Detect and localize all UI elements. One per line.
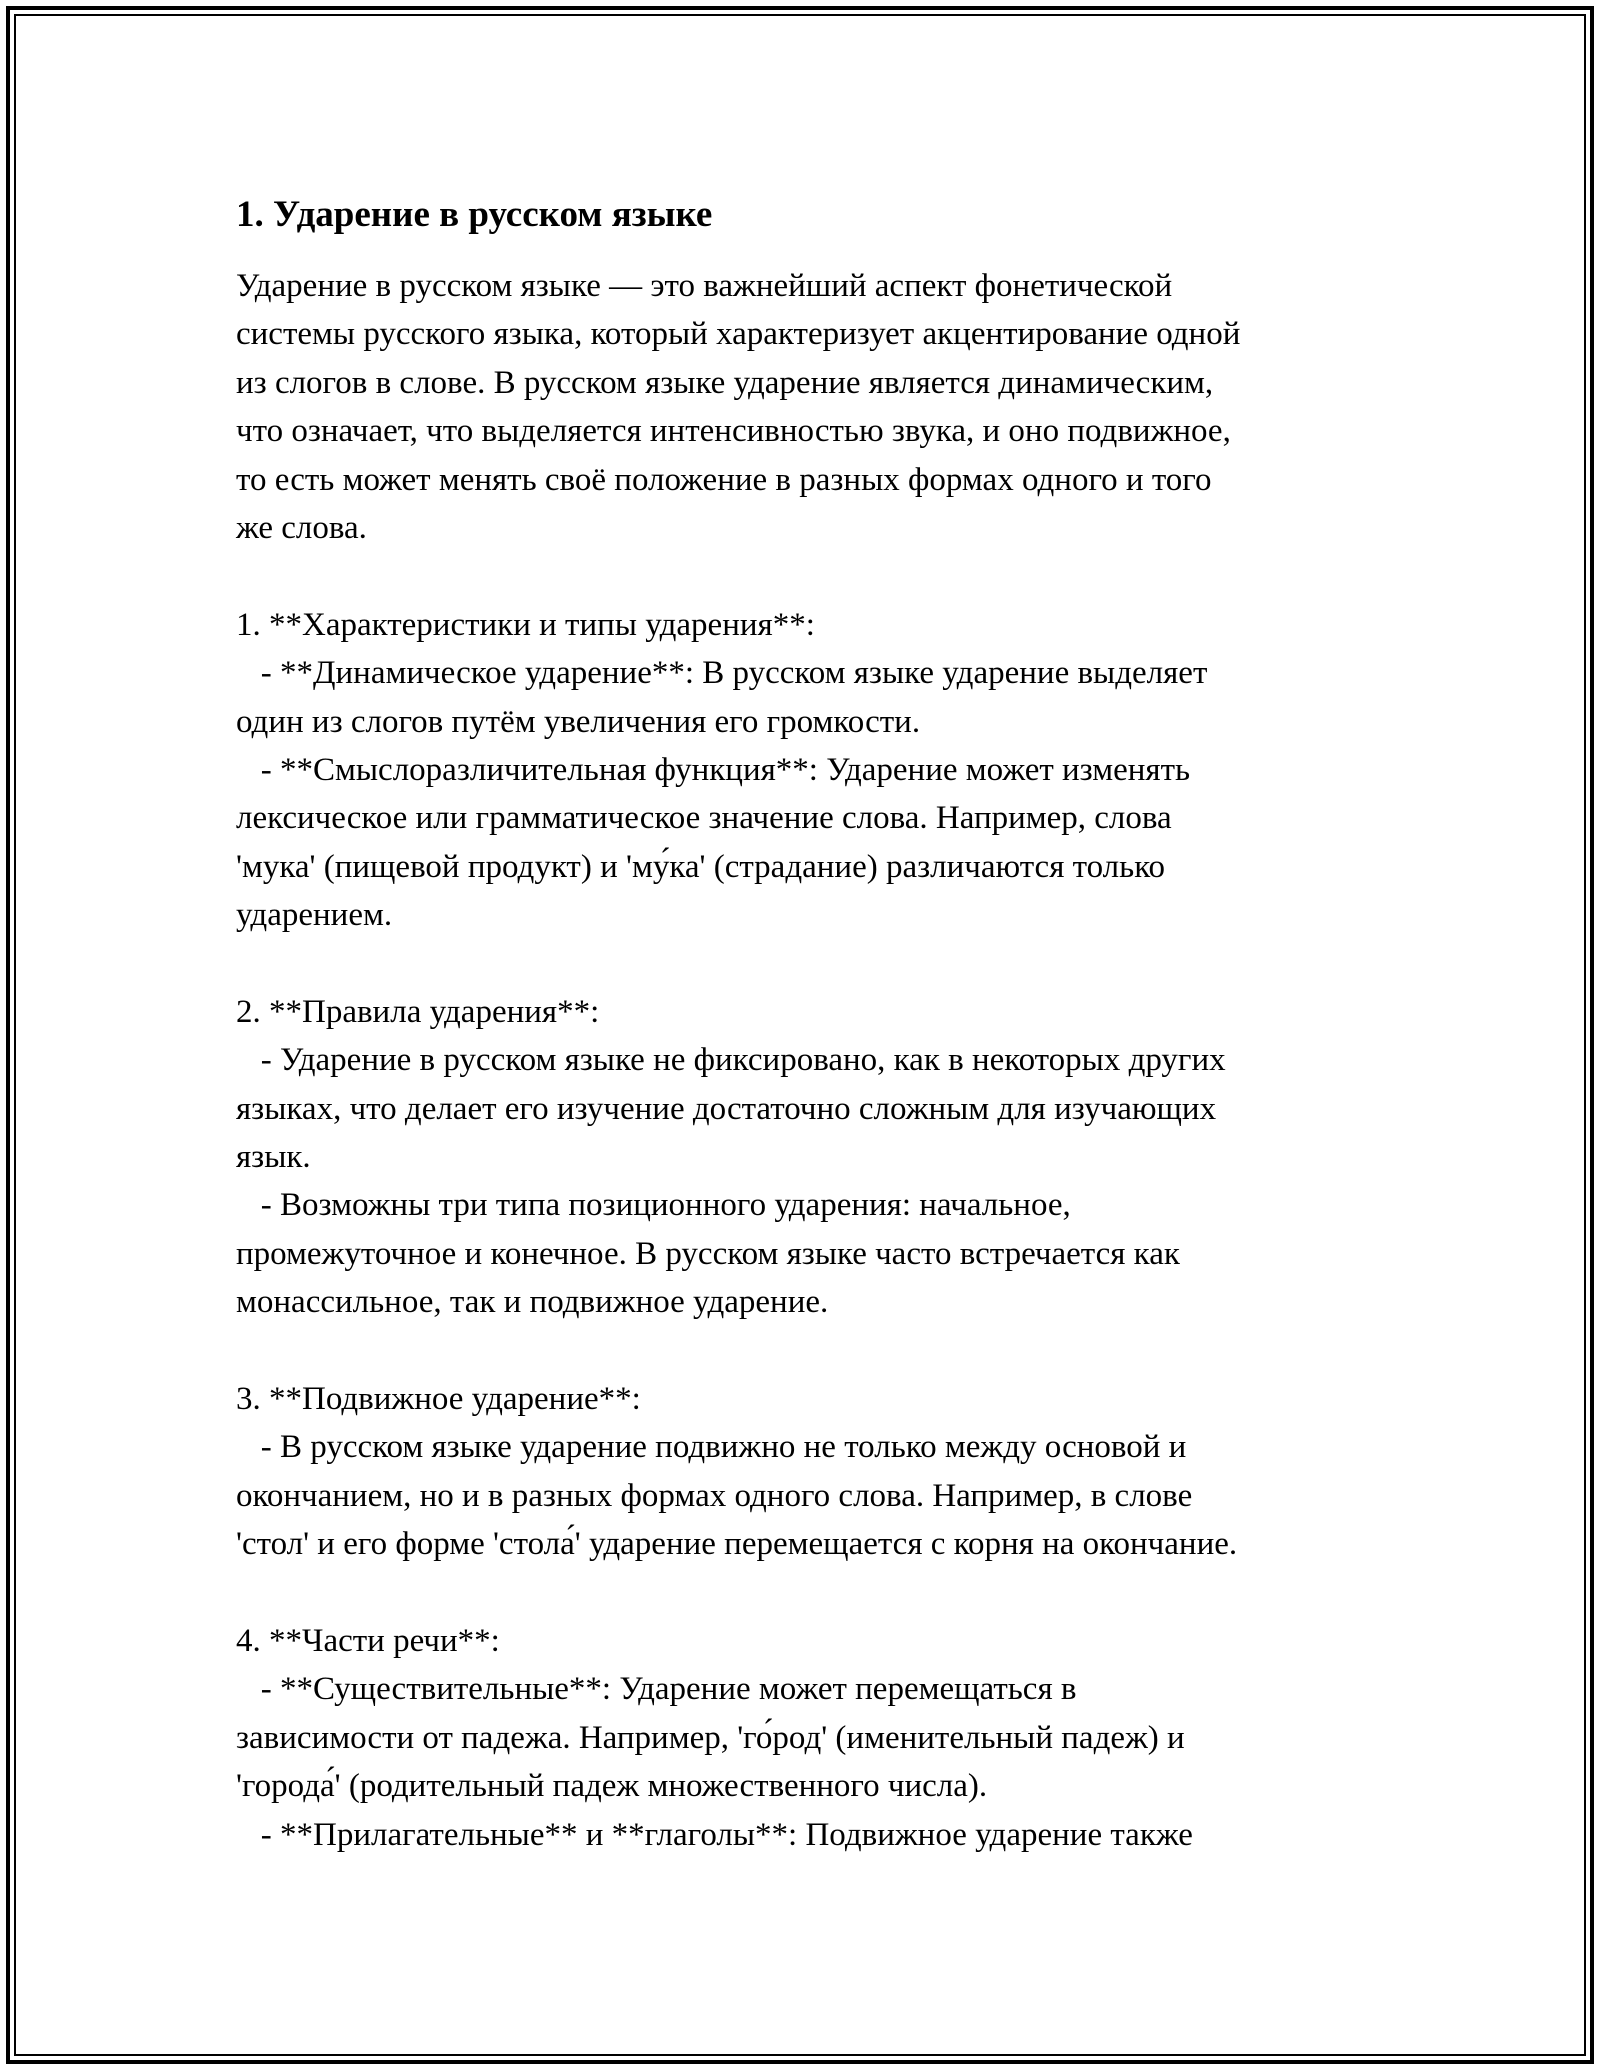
- text-line: системы русского языка, который характеризует акцентирование одной: [236, 316, 1241, 353]
- text-line: 'города́' (родительный падеж множественного числа).: [236, 1768, 988, 1805]
- text-line: монассильное, так и подвижное ударение.: [236, 1284, 829, 1321]
- text-line: один из слогов путём увеличения его громкости.: [236, 703, 921, 740]
- text-line: Ударение в русском языке — это важнейший аспект фонетической: [236, 268, 1173, 304]
- blank-line: [236, 1569, 1376, 1617]
- text-line: 'мука' (пищевой продукт) и 'му́ка' (страдание) различаются только: [236, 848, 1166, 885]
- blank-line: [236, 939, 1376, 987]
- text-line: зависимости от падежа. Например, 'го́род' (именительный падеж) и: [236, 1719, 1185, 1756]
- text-line: - **Динамическое ударение**: В русском языке ударение выделяет: [236, 655, 1208, 692]
- text-line: из слогов в слове. В русском языке ударение является динамическим,: [236, 364, 1214, 401]
- text-line: 'стол' и его форме 'стола́' ударение перемещается с корня на окончание.: [236, 1526, 1238, 1563]
- text-line: 1. **Характеристики и типы ударения**:: [236, 606, 815, 643]
- text-line: что означает, что выделяется интенсивностью звука, и оно подвижное,: [236, 413, 1231, 450]
- text-line: языках, что делает его изучение достаточно сложным для изучающих: [236, 1090, 1217, 1127]
- text-line: - Возможны три типа позиционного ударения: начальное,: [236, 1187, 1071, 1224]
- text-line: ударением.: [236, 897, 393, 934]
- text-line: 2. **Правила ударения**:: [236, 993, 600, 1030]
- text-line: - В русском языке ударение подвижно не только между основой и: [236, 1429, 1187, 1466]
- blank-line: [236, 552, 1376, 600]
- document-content: [236, 190, 1376, 1859]
- text-line: окончанием, но и в разных формах одного слова. Например, в слове: [236, 1477, 1193, 1514]
- section-heading: 1. Ударение в русском языке: [236, 194, 713, 235]
- text-line: же слова.: [236, 509, 367, 546]
- text-line: - Ударение в русском языке не фиксировано, как в некоторых других: [236, 1042, 1226, 1079]
- text-line: промежуточное и конечное. В русском языке часто встречается как: [236, 1235, 1180, 1272]
- blank-line: [236, 1327, 1376, 1375]
- text-line: - **Смыслоразличительная функция**: Ударение может изменять: [236, 751, 1191, 788]
- text-line: то есть может менять своё положение в разных формах одного и того: [236, 461, 1212, 498]
- text-line: лексическое или грамматическое значение слова. Например, слова: [236, 800, 1172, 837]
- text-line: 3. **Подвижное ударение**:: [236, 1380, 641, 1417]
- text-line: - **Существительные**: Ударение может перемещаться в: [236, 1671, 1077, 1708]
- text-line: - **Прилагательные** и **глаголы**: Подвижное ударение также: [236, 1816, 1193, 1853]
- text-line: 4. **Части речи**:: [236, 1622, 500, 1659]
- text-line: язык.: [236, 1139, 311, 1176]
- body-text: [236, 262, 1376, 1859]
